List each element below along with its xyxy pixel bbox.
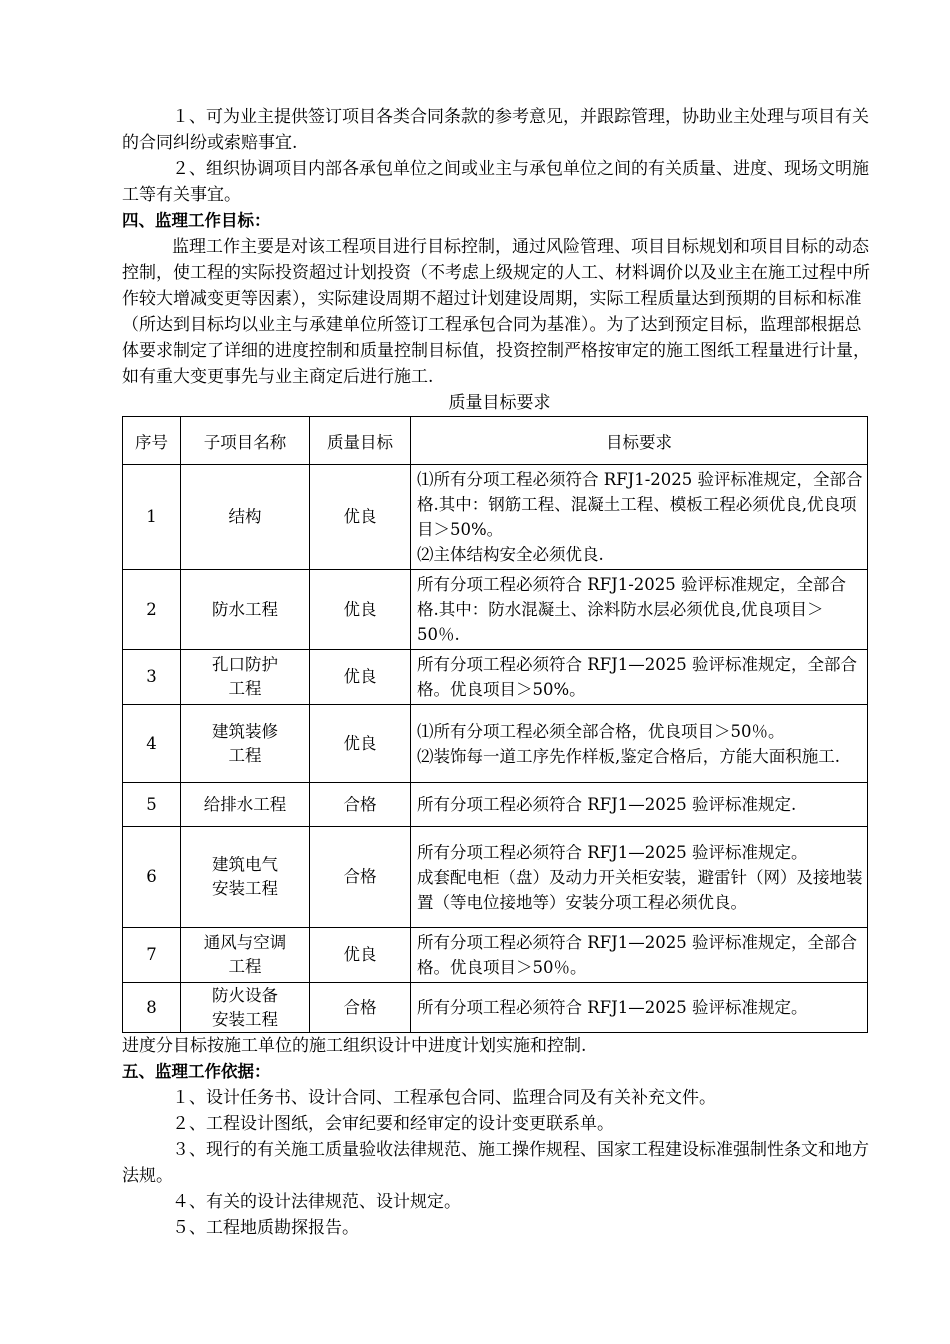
table-caption: 质量目标要求	[448, 393, 551, 413]
row-name-line: 工程	[228, 679, 262, 698]
row-name-line: 给排水工程	[203, 794, 287, 814]
section5-heading: 五、监理工作依据：	[122, 1062, 271, 1081]
row-name	[181, 983, 310, 1033]
row-name-line: 防火设备	[212, 985, 278, 1005]
table-row	[123, 465, 868, 570]
row-grade: 优良	[310, 650, 411, 705]
requirement-line: 所有分项工程必须符合 RFJ1—2025 验评标准规定，全部合格。优良项目＞50%。	[417, 655, 857, 699]
row-grade: 优良	[310, 570, 411, 650]
requirement-line: 所有分项工程必须符合 RFJ1—2025 验评标准规定.	[417, 795, 797, 814]
section4-heading: 四、监理工作目标：	[122, 211, 271, 230]
row-requirement	[411, 783, 868, 827]
row-grade: 合格	[310, 783, 411, 827]
row-grade: 优良	[310, 465, 411, 570]
basis-item-2: ２、工程设计图纸，会审纪要和经审定的设计变更联系单。	[172, 1114, 614, 1134]
basis-item-3: ３、现行的有关施工质量验收法律规范、施工操作规程、国家工程建设标准强制性条文和地方法规。	[122, 1140, 869, 1186]
row-grade: 优良	[310, 928, 411, 983]
table-row	[123, 983, 868, 1033]
row-no: 6	[123, 827, 181, 928]
intro-item-2: ２、组织协调项目内部各承包单位之间或业主与承包单位之间的有关质量、进度、现场文明施工等有关事宜。	[122, 159, 869, 205]
requirement-line: ⑴所有分项工程必须符合 RFJ1-2025 验评标准规定，全部合格.其中：钢筋工程、混凝土工程、模板工程必须优良,优良项目＞50%。	[417, 470, 863, 539]
intro-item-1: １、可为业主提供签订项目各类合同条款的参考意见，并跟踪管理，协助业主处理与项目有关的合同纠纷或索赔事宜.	[122, 107, 869, 153]
row-name-line: 安装工程	[212, 1009, 278, 1029]
row-no: 8	[123, 983, 181, 1033]
row-requirement	[411, 983, 868, 1033]
table-row	[123, 570, 868, 650]
requirement-line: 所有分项工程必须符合 RFJ1—2025 验评标准规定。	[417, 998, 808, 1017]
requirement-line: ⑵主体结构安全必须优良.	[417, 545, 604, 564]
requirement-line: ⑴所有分项工程必须全部合格，优良项目＞50％。	[417, 721, 785, 741]
row-no: 1	[123, 465, 181, 570]
row-grade: 优良	[310, 705, 411, 783]
row-requirement	[411, 928, 868, 983]
row-requirement	[411, 650, 868, 705]
header-no: 序号	[123, 417, 181, 465]
row-requirement	[411, 705, 868, 783]
basis-item-4: ４、有关的设计法律规范、设计规定。	[172, 1192, 461, 1212]
row-grade: 合格	[310, 983, 411, 1033]
requirement-line: 所有分项工程必须符合 RFJ1—2025 验评标准规定，全部合格。优良项目＞50％。	[417, 933, 857, 977]
table-row	[123, 705, 868, 783]
table-row	[123, 650, 868, 705]
requirement-line: 成套配电柜（盘）及动力开关柜安装，避雷针（网）及接地装置（等电位接地等）安装分项工程必须优良。	[417, 867, 863, 912]
row-name-line: 建筑电气	[212, 855, 278, 874]
row-name	[181, 928, 310, 983]
basis-item-5: ５、工程地质勘探报告。	[172, 1218, 359, 1238]
row-no: 3	[123, 650, 181, 705]
row-grade: 合格	[310, 827, 411, 928]
row-name	[181, 705, 310, 783]
table-row	[123, 827, 868, 928]
row-name-line: 建筑装修	[212, 721, 278, 741]
row-name	[181, 650, 310, 705]
header-name: 子项目名称	[181, 417, 310, 465]
row-name-line: 结构	[228, 507, 262, 526]
row-no: 5	[123, 783, 181, 827]
row-name	[181, 570, 310, 650]
row-name	[181, 465, 310, 570]
basis-item-1: １、设计任务书、设计合同、工程承包合同、监理合同及有关补充文件。	[172, 1088, 716, 1108]
row-name-line: 工程	[228, 957, 262, 976]
requirement-line: 所有分项工程必须符合 RFJ1—2025 验评标准规定。	[417, 842, 808, 862]
row-requirement	[411, 465, 868, 570]
row-no: 7	[123, 928, 181, 983]
row-name-line: 安装工程	[212, 879, 278, 898]
header-grade: 质量目标	[310, 417, 411, 465]
row-name-line: 工程	[228, 745, 262, 765]
row-name-line: 通风与空调	[203, 933, 287, 952]
row-requirement	[411, 827, 868, 928]
row-name	[181, 827, 310, 928]
section4-body: 监理工作主要是对该工程项目进行目标控制，通过风险管理、项目目标规划和项目目标的动态控制，使工程的实际投资超过计划投资（不考虑上级规定的人工、材料调价以及业主在施工过程中所作较大增减变更等因素），实际建设周期不超过计划建设周期，实际工程质量达到预期的目标和标准（所达到目标均以业主与承建单位所签订工程承包合同为基准）。为了达到预定目标，监理部根据总体要求制定了详细的进度控制和质量控制目标值，投资控制严格按审定的施工图纸工程量进行计量，如有重大变更事先与业主商定后进行施工.	[122, 237, 870, 387]
requirement-line: 所有分项工程必须符合 RFJ1-2025 验评标准规定，全部合格.其中：防水混凝土、涂料防水层必须优良,优良项目＞50％.	[417, 575, 847, 644]
table-row	[123, 928, 868, 983]
row-name-line: 孔口防护	[212, 655, 278, 674]
row-name-line: 防水工程	[212, 599, 278, 619]
table-row	[123, 783, 868, 827]
requirement-line: ⑵装饰每一道工序先作样板,鉴定合格后，方能大面积施工.	[417, 746, 840, 766]
header-requirement: 目标要求	[411, 417, 868, 465]
row-requirement	[411, 570, 868, 650]
row-no: 2	[123, 570, 181, 650]
quality-target-table	[122, 416, 868, 1033]
table-header-row	[123, 417, 868, 465]
document-page	[122, 104, 877, 1241]
row-name	[181, 783, 310, 827]
schedule-note: 进度分目标按施工单位的施工组织设计中进度计划实施和控制.	[122, 1036, 587, 1056]
row-no: 4	[123, 705, 181, 783]
